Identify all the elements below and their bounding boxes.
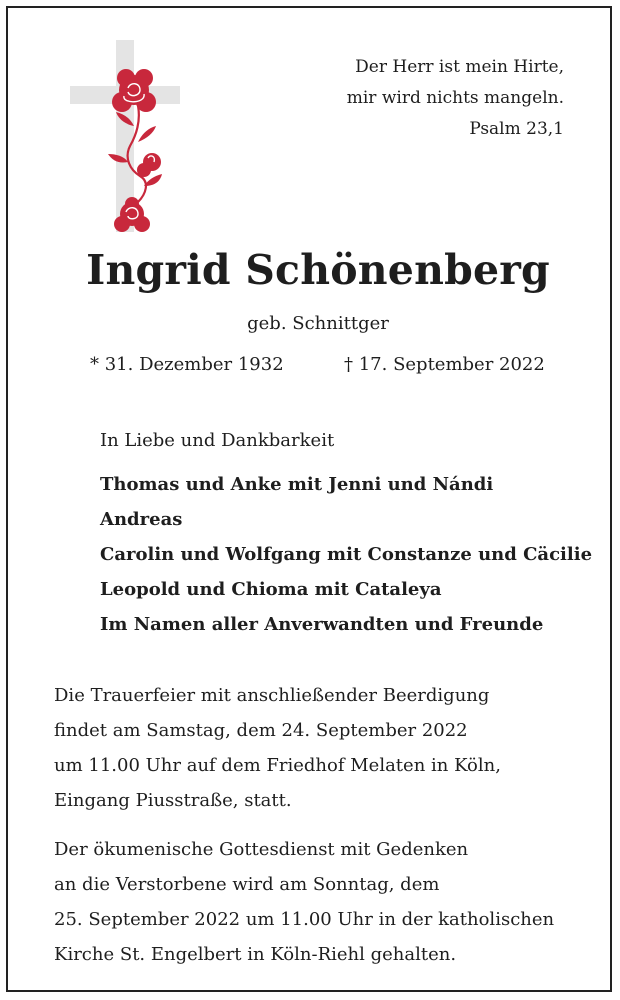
info-line: Eingang Piusstraße, statt. bbox=[54, 790, 292, 811]
funeral-service-info bbox=[54, 678, 501, 818]
memorial-service-info bbox=[54, 832, 554, 972]
family-line: Im Namen aller Anverwandten und Freunde bbox=[100, 614, 544, 635]
info-line: 25. September 2022 um 11.00 Uhr in der katholischen bbox=[54, 909, 555, 930]
maiden-name: geb. Schnittger bbox=[247, 313, 389, 334]
info-line: Die Trauerfeier mit anschließender Beerdigung bbox=[54, 685, 490, 706]
birth-date: * 31. Dezember 1932 bbox=[90, 354, 284, 375]
info-line: um 11.00 Uhr auf dem Friedhof Melaten in Köln, bbox=[54, 755, 501, 776]
notice-frame bbox=[6, 6, 612, 992]
family-list bbox=[100, 467, 592, 642]
closing-phrase: In Liebe und Dankbarkeit bbox=[100, 430, 335, 451]
family-line: Andreas bbox=[100, 509, 183, 530]
cross-with-roses-icon bbox=[66, 38, 186, 238]
family-line: Carolin und Wolfgang mit Constanze und Cäcilie bbox=[100, 544, 593, 565]
death-date: † 17. September 2022 bbox=[344, 354, 545, 375]
psalm-reference: Psalm 23,1 bbox=[469, 119, 564, 139]
info-line: findet am Samstag, dem 24. September 2022 bbox=[54, 720, 468, 741]
deceased-name: Ingrid Schönenberg bbox=[86, 246, 550, 294]
info-line: an die Verstorbene wird am Sonntag, dem bbox=[54, 874, 440, 895]
psalm-line: Der Herr ist mein Hirte, bbox=[355, 57, 564, 77]
family-line: Thomas und Anke mit Jenni und Nándi bbox=[100, 474, 494, 495]
info-line: Der ökumenische Gottesdienst mit Gedenken bbox=[54, 839, 469, 860]
info-line: Kirche St. Engelbert in Köln-Riehl gehalten. bbox=[54, 944, 457, 965]
family-line: Leopold und Chioma mit Cataleya bbox=[100, 579, 442, 600]
psalm-quote bbox=[347, 52, 564, 145]
psalm-line: mir wird nichts mangeln. bbox=[346, 88, 564, 108]
